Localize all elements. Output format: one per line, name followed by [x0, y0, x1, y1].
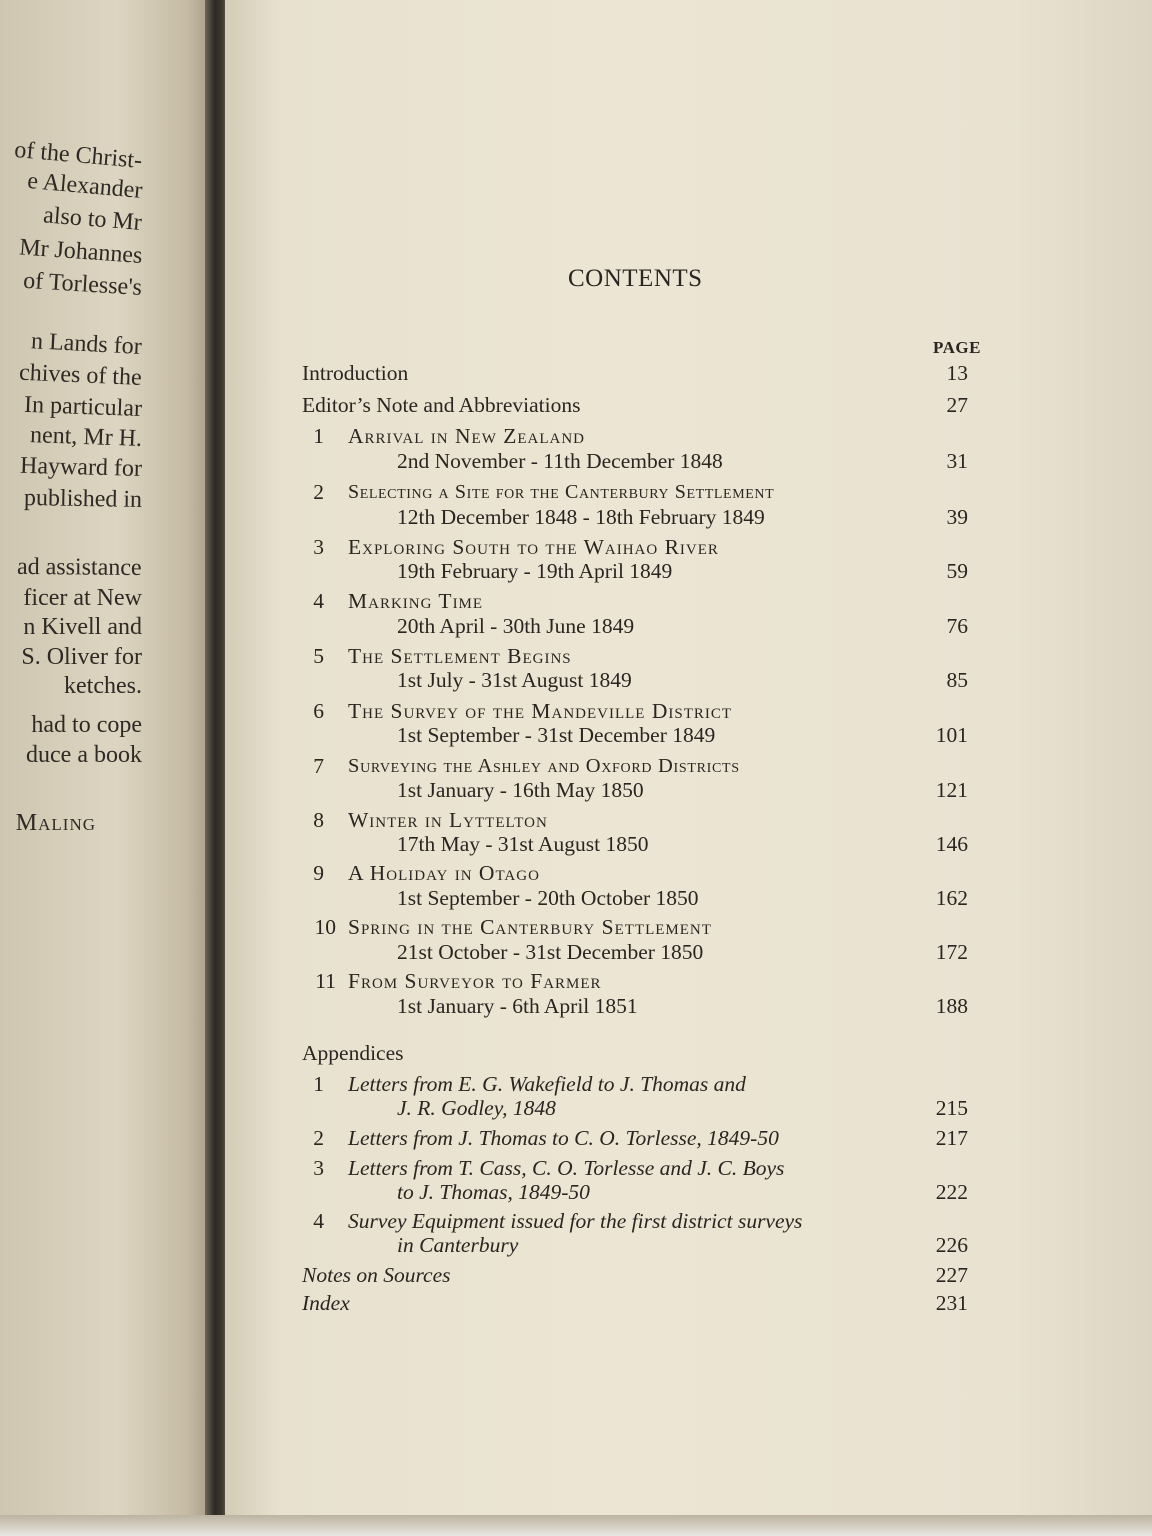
chapter-dates: 20th April - 30th June 1849 — [397, 614, 635, 638]
chapter-page: 101 — [935, 723, 968, 747]
chapter-page: 162 — [935, 886, 968, 910]
chapter-dates: 19th February - 19th April 1849 — [397, 559, 673, 583]
chapter-title: The Survey of the Mandeville District — [348, 699, 733, 723]
left-page-signature: Maling — [15, 810, 96, 836]
appendix-number: 3 — [313, 1156, 324, 1180]
chapter-dates-row — [302, 667, 982, 693]
facing-page-left — [0, 0, 212, 1536]
appendix-row — [302, 1155, 982, 1181]
left-page-line: of the Christ- — [13, 136, 144, 174]
appendix-page: 217 — [935, 1126, 968, 1150]
chapter-dates-row — [302, 558, 982, 584]
appendices-heading — [302, 1040, 982, 1066]
chapter-title: The Settlement Begins — [348, 644, 572, 668]
appendix-title: Survey Equipment issued for the first district surveys — [348, 1209, 803, 1233]
chapter-title: Arrival in New Zealand — [348, 424, 586, 448]
chapter-title-row — [302, 534, 982, 560]
appendix-page: 226 — [935, 1233, 968, 1257]
appendix-number: 2 — [313, 1126, 324, 1150]
appendix-title: Letters from J. Thomas to C. O. Torlesse, 1849-50 — [348, 1126, 779, 1150]
chapter-dates-row — [302, 939, 982, 965]
left-page-line: also to Mr — [42, 202, 144, 236]
appendix-title-cont: to J. Thomas, 1849-50 — [397, 1180, 590, 1204]
chapter-title: From Surveyor to Farmer — [348, 969, 602, 993]
chapter-page: 59 — [946, 559, 968, 583]
left-page-line: ad assistance — [17, 553, 143, 581]
chapter-title-row — [302, 860, 982, 886]
chapter-dates: 2nd November - 11th December 1848 — [397, 449, 723, 473]
appendix-row — [302, 1208, 982, 1234]
chapter-number: 8 — [313, 808, 324, 832]
left-page-line: published in — [23, 484, 143, 513]
chapter-title-row — [302, 753, 982, 779]
chapter-title: A Holiday in Otago — [348, 861, 540, 885]
chapter-number: 10 — [314, 915, 336, 939]
chapter-title-row — [302, 968, 982, 994]
chapter-number: 6 — [313, 699, 324, 723]
chapter-title-row — [302, 698, 982, 724]
appendix-title: Letters from E. G. Wakefield to J. Thomas and — [348, 1072, 746, 1096]
chapter-number: 11 — [315, 969, 336, 993]
appendix-title-cont: in Canterbury — [397, 1233, 519, 1257]
appendix-row — [302, 1071, 982, 1097]
chapter-dates: 1st September - 20th October 1850 — [397, 886, 699, 910]
toc-entry-page: 231 — [935, 1291, 968, 1315]
left-page-line: e Alexander — [26, 168, 144, 204]
chapter-title-row — [302, 643, 982, 669]
left-page-line: In particular — [23, 391, 143, 422]
appendix-page: 215 — [935, 1096, 968, 1120]
chapter-title: Spring in the Canterbury Settlement — [348, 915, 712, 939]
chapter-title-row — [302, 588, 982, 614]
chapter-number: 1 — [313, 424, 324, 448]
chapter-title: Exploring South to the Waihao River — [348, 535, 719, 559]
chapter-number: 5 — [313, 644, 324, 668]
appendix-row-cont — [302, 1179, 982, 1205]
chapter-dates: 12th December 1848 - 18th February 1849 — [397, 505, 765, 529]
chapter-dates-row — [302, 448, 982, 474]
left-page-line: of Torlesse's — [22, 267, 143, 301]
toc-entry-page: 13 — [946, 361, 968, 385]
left-page-line: n Kivell and — [23, 614, 142, 640]
chapter-dates-row — [302, 613, 982, 639]
chapter-title-row — [302, 423, 982, 449]
toc-entry-title: Index — [302, 1291, 350, 1315]
left-page-line: S. Oliver for — [21, 644, 142, 670]
toc-entry-title: Notes on Sources — [302, 1263, 451, 1287]
chapter-number: 2 — [313, 480, 324, 504]
appendix-page: 222 — [935, 1180, 968, 1204]
appendix-row-cont — [302, 1095, 982, 1121]
toc-entry-title: Editor’s Note and Abbreviations — [302, 393, 581, 417]
toc-entry — [302, 392, 982, 418]
appendix-title-cont: J. R. Godley, 1848 — [397, 1096, 556, 1120]
toc-entry-page: 227 — [935, 1263, 968, 1287]
left-page-line: had to cope — [31, 712, 142, 738]
page-bottom-edge — [0, 1515, 1152, 1536]
page-column-header: PAGE — [933, 338, 981, 357]
left-page-line: ficer at New — [23, 585, 142, 611]
chapter-dates: 1st July - 31st August 1849 — [397, 668, 632, 692]
chapter-page: 76 — [946, 614, 968, 638]
appendix-number: 4 — [313, 1209, 324, 1233]
chapter-page: 85 — [946, 668, 968, 692]
chapter-dates-row — [302, 831, 982, 857]
chapter-dates-row — [302, 722, 982, 748]
chapter-title: Winter in Lyttelton — [348, 808, 548, 832]
chapter-dates: 1st September - 31st December 1849 — [397, 723, 716, 747]
chapter-dates: 17th May - 31st August 1850 — [397, 832, 649, 856]
chapter-number: 3 — [313, 535, 324, 559]
chapter-title: Selecting a Site for the Canterbury Settlement — [348, 481, 775, 503]
chapter-title: Surveying the Ashley and Oxford Districts — [348, 755, 740, 777]
chapter-title-row — [302, 479, 982, 505]
chapter-title-row — [302, 807, 982, 833]
page-title: CONTENTS — [568, 265, 703, 292]
left-page-line: n Lands for — [30, 328, 143, 360]
toc-entry-page: 27 — [946, 393, 968, 417]
left-page-line: Hayward for — [19, 452, 143, 482]
appendix-title: Letters from T. Cass, C. O. Torlesse and J. C. Boys — [348, 1156, 785, 1180]
chapter-dates: 1st January - 6th April 1851 — [397, 994, 638, 1018]
chapter-page: 121 — [935, 778, 968, 802]
chapter-title: Marking Time — [348, 589, 484, 613]
left-page-line: ketches. — [64, 673, 142, 699]
appendix-row — [302, 1125, 982, 1151]
toc-entry-title: Introduction — [302, 361, 409, 385]
toc-entry — [302, 360, 982, 386]
chapter-dates-row — [302, 777, 982, 803]
left-page-line: duce a book — [26, 742, 142, 768]
chapter-page: 188 — [935, 994, 968, 1018]
chapter-dates: 21st October - 31st December 1850 — [397, 940, 704, 964]
left-page-line: Mr Johannes — [18, 234, 143, 269]
left-page-line: nent, Mr H. — [29, 422, 143, 452]
toc-entry — [302, 1290, 982, 1316]
chapter-number: 4 — [313, 589, 324, 613]
chapter-number: 7 — [313, 754, 324, 778]
chapter-dates-row — [302, 993, 982, 1019]
chapter-title-row — [302, 914, 982, 940]
left-page-line: chives of the — [18, 359, 143, 391]
chapter-page: 39 — [946, 505, 968, 529]
chapter-dates-row — [302, 885, 982, 911]
appendix-number: 1 — [313, 1072, 324, 1096]
chapter-dates: 1st January - 16th May 1850 — [397, 778, 644, 802]
chapter-page: 146 — [935, 832, 968, 856]
appendices-label: Appendices — [302, 1041, 404, 1065]
chapter-number: 9 — [313, 861, 324, 885]
chapter-page: 172 — [935, 940, 968, 964]
chapter-dates-row — [302, 504, 982, 530]
chapter-page: 31 — [946, 449, 968, 473]
toc-entry — [302, 1262, 982, 1288]
appendix-row-cont — [302, 1232, 982, 1258]
